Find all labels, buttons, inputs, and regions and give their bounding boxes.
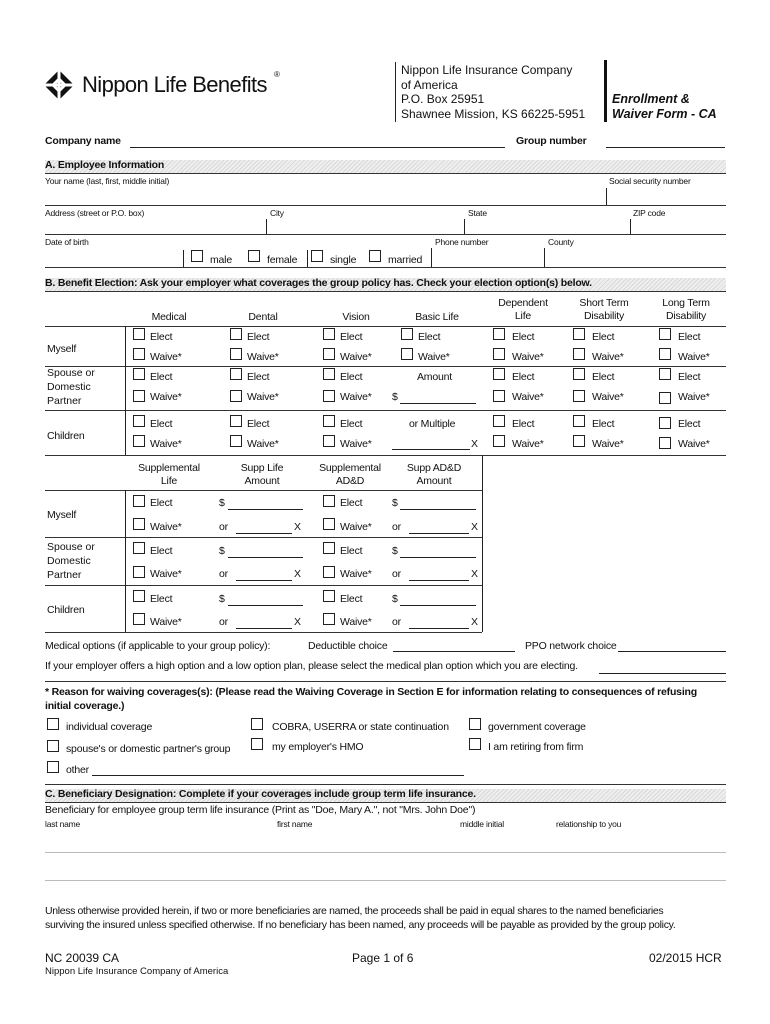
company-address [401, 63, 585, 121]
waive-label: Waive* [150, 616, 182, 628]
basic-life-myself-elect[interactable] [401, 328, 413, 340]
col-supp-add-line: AD&D [335, 475, 365, 487]
elect-label: Elect [150, 371, 173, 383]
phone-divider [431, 248, 432, 267]
table1-col-divider [125, 326, 126, 455]
elect-label: Elect [340, 497, 363, 509]
supp-life-spouse-elect[interactable] [133, 542, 145, 554]
elect-label: Elect [150, 497, 173, 509]
waive-label: Waive* [340, 616, 372, 628]
cobra-label: COBRA, USERRA or state continuation [272, 721, 449, 733]
std-spouse-waive[interactable] [573, 390, 585, 402]
address-line: Shawnee Mission, KS 66225-5951 [401, 106, 586, 121]
elect-label: Elect [512, 418, 535, 430]
name-field[interactable] [45, 205, 726, 206]
col-long-term-disability [645, 297, 727, 323]
supp-life-children-waive[interactable] [133, 613, 145, 625]
elect-label: Elect [150, 593, 173, 605]
col-vision: Vision [342, 311, 370, 323]
nippon-diamond-logo-icon [42, 68, 76, 102]
female-checkbox[interactable] [248, 250, 260, 262]
city-divider [266, 219, 267, 234]
elect-label: Elect [247, 331, 270, 343]
gender-marital-divider [307, 250, 308, 267]
elect-label: Elect [150, 418, 173, 430]
row-spouse-line: Spouse or [47, 541, 95, 553]
basic-life-myself-waive[interactable] [401, 348, 413, 360]
elect-label: Elect [418, 331, 441, 343]
col-medical: Medical [151, 311, 187, 323]
std-children-elect[interactable] [573, 415, 585, 427]
individual-coverage-checkbox[interactable] [47, 718, 59, 730]
waive-label: Waive* [340, 438, 372, 450]
waive-label: Waive* [592, 351, 624, 363]
zip-divider [630, 219, 631, 234]
dollar-sign: $ [392, 497, 398, 509]
col-supp-add-line: Supplemental [319, 462, 381, 474]
dollar-sign: $ [392, 593, 398, 605]
spouse-group-checkbox[interactable] [47, 740, 59, 752]
vision-spouse-elect[interactable] [323, 368, 335, 380]
dental-myself-elect[interactable] [230, 328, 242, 340]
elect-label: Elect [247, 371, 270, 383]
table1-top-rule [45, 326, 726, 327]
col-supp-life-amount-line: Amount [244, 475, 280, 487]
ltd-myself-waive[interactable] [659, 348, 671, 360]
dental-spouse-elect[interactable] [230, 368, 242, 380]
waive-label: Waive* [150, 568, 182, 580]
form-title-line: Enrollment & [612, 92, 690, 106]
table1-bottom-rule [45, 455, 726, 456]
or-label: or [392, 521, 401, 533]
row-myself: Myself [47, 343, 77, 355]
col-ltd-line: Disability [665, 310, 706, 322]
or-label: or [392, 568, 401, 580]
address-label: Address (street or P.O. box) [45, 208, 145, 218]
col-supp-add-amount-line: Supp AD&D [406, 462, 462, 474]
company-name-label: Company name [45, 135, 121, 147]
elect-label: Elect [150, 331, 173, 343]
or-label: or [219, 616, 228, 628]
medical-options-label: Medical options (if applicable to your group policy): [45, 640, 271, 652]
table1-row-rule [45, 366, 726, 367]
brand-name: Nippon Life Benefits [82, 72, 267, 97]
ssn-label: Social security number [609, 176, 691, 186]
female-label: female [267, 254, 298, 266]
col-std-line: Short Term [579, 297, 629, 309]
dollar-sign: $ [219, 497, 225, 509]
medical-children-waive[interactable] [133, 435, 145, 447]
deductible-field[interactable] [393, 651, 515, 652]
beneficiary-line[interactable] [45, 852, 726, 853]
col-dependent-life-line: Life [514, 310, 532, 322]
employer-hmo-label: my employer's HMO [272, 741, 364, 753]
deductible-label: Deductible choice [308, 640, 388, 652]
phone-label: Phone number [435, 237, 489, 247]
waive-label: Waive* [592, 438, 624, 450]
multiple-x: X [471, 616, 478, 628]
vision-spouse-waive[interactable] [323, 390, 335, 402]
waive-label: Waive* [678, 351, 710, 363]
basic-life-amount-field[interactable] [400, 403, 476, 404]
state-divider [464, 219, 465, 234]
col-supp-add-amount-line: Amount [416, 475, 452, 487]
supp-life-spouse-amount[interactable] [228, 557, 303, 558]
col-dependent-life-line: Dependent [498, 297, 548, 309]
dob-divider [183, 250, 184, 267]
other-label: other [66, 764, 89, 776]
row-spouse-line: Partner [47, 569, 82, 581]
waive-label: Waive* [678, 438, 710, 450]
supp-add-myself-elect[interactable] [323, 495, 335, 507]
medical-spouse-elect[interactable] [133, 368, 145, 380]
std-myself-elect[interactable] [573, 328, 585, 340]
other-checkbox[interactable] [47, 761, 59, 773]
county-label: County [548, 237, 574, 247]
supp-add-spouse-elect[interactable] [323, 542, 335, 554]
address-divider [395, 62, 396, 122]
dollar-sign: $ [219, 593, 225, 605]
ppo-field[interactable] [618, 651, 726, 652]
section-a-rule [45, 173, 726, 174]
table2-right-edge [482, 455, 483, 632]
waive-label: Waive* [340, 351, 372, 363]
waiver-title: * Reason for waiving coverages(s): (Please read the Waiving Coverage in Section E for information relating to consequences of refusing [45, 686, 697, 698]
elect-label: Elect [512, 371, 535, 383]
waive-label: Waive* [512, 351, 544, 363]
section-b-bottom-rule [45, 681, 726, 682]
supp-life-myself-waive[interactable] [133, 518, 145, 530]
state-label: State [468, 208, 487, 218]
multiple-x: X [471, 568, 478, 580]
waive-label: Waive* [340, 521, 372, 533]
ltd-spouse-waive[interactable] [659, 392, 671, 404]
dep-life-myself-elect[interactable] [493, 328, 505, 340]
elect-label: Elect [592, 331, 615, 343]
waive-label: Waive* [247, 438, 279, 450]
dep-life-spouse-waive[interactable] [493, 390, 505, 402]
elect-label: Elect [340, 545, 363, 557]
name-label: Your name (last, first, middle initial) [45, 176, 170, 186]
high-low-field[interactable] [599, 673, 726, 674]
high-low-label: If your employer offers a high option and a low option plan, please select the medical plan option which you are electing. [45, 660, 578, 672]
multiple-x: X [294, 616, 301, 628]
table1-row-rule [45, 410, 726, 411]
vision-myself-waive[interactable] [323, 348, 335, 360]
government-coverage-checkbox[interactable] [469, 718, 481, 730]
ltd-children-elect[interactable] [659, 417, 671, 429]
table2-row-rule [45, 585, 482, 586]
elect-label: Elect [150, 545, 173, 557]
std-spouse-elect[interactable] [573, 368, 585, 380]
male-checkbox[interactable] [191, 250, 203, 262]
waive-label: Waive* [340, 568, 372, 580]
col-supp-life-line: Life [160, 475, 178, 487]
table2-bottom-rule [45, 632, 482, 633]
col-dependent-life [484, 297, 562, 323]
std-myself-waive[interactable] [573, 348, 585, 360]
waiver-title-cont: initial coverage.) [45, 700, 125, 712]
dob-label: Date of birth [45, 237, 89, 247]
married-checkbox[interactable] [369, 250, 381, 262]
supp-add-myself-multiple[interactable] [409, 533, 469, 534]
waive-label: Waive* [247, 351, 279, 363]
married-label: married [388, 254, 423, 266]
dollar-sign: $ [219, 545, 225, 557]
elect-label: Elect [340, 418, 363, 430]
dep-life-spouse-elect[interactable] [493, 368, 505, 380]
dollar-sign: $ [392, 545, 398, 557]
vision-children-waive[interactable] [323, 435, 335, 447]
elect-label: Elect [340, 371, 363, 383]
waive-label: Waive* [418, 351, 450, 363]
group-number-field[interactable] [606, 147, 725, 148]
dob-field[interactable] [45, 267, 726, 268]
beneficiary-relationship-label: relationship to you [556, 819, 622, 829]
single-label: single [330, 254, 357, 266]
ltd-myself-elect[interactable] [659, 328, 671, 340]
dep-life-children-elect[interactable] [493, 415, 505, 427]
address-line: of America [401, 77, 458, 92]
ltd-spouse-elect[interactable] [659, 368, 671, 380]
medical-myself-elect[interactable] [133, 328, 145, 340]
row-spouse-line: Domestic [47, 381, 91, 393]
medical-myself-waive[interactable] [133, 348, 145, 360]
other-field[interactable] [92, 775, 464, 776]
row-spouse [47, 540, 95, 582]
county-divider [544, 248, 545, 267]
col-ltd-line: Long Term [662, 297, 710, 309]
waive-label: Waive* [150, 521, 182, 533]
supp-add-children-waive[interactable] [323, 613, 335, 625]
waive-label: Waive* [592, 391, 624, 403]
multiple-x: X [471, 521, 478, 533]
waive-label: Waive* [150, 391, 182, 403]
footer-form-number: NC 20039 CA [45, 951, 120, 965]
supp-add-myself-waive[interactable] [323, 518, 335, 530]
closing-text-line2: surviving the insured unless specified otherwise. If no beneficiary has been named, any proceeds will be payable as provided by the group policy. [45, 919, 676, 931]
supp-life-children-elect[interactable] [133, 590, 145, 602]
dental-children-waive[interactable] [230, 435, 242, 447]
multiple-x: X [471, 438, 478, 450]
dep-life-myself-waive[interactable] [493, 348, 505, 360]
vision-children-elect[interactable] [323, 415, 335, 427]
section-a-title: A. Employee Information [45, 159, 165, 171]
col-supp-life-line: Supplemental [138, 462, 200, 474]
beneficiary-instructions: Beneficiary for employee group term life insurance (Print as "Doe, Mary A.", not "Mrs. John Doe") [45, 804, 476, 816]
waive-label: Waive* [340, 391, 372, 403]
title-divider [604, 60, 607, 122]
basic-life-multiple-field[interactable] [392, 449, 470, 450]
section-c-title: C. Beneficiary Designation: Complete if your coverages include group term life insurance. [45, 788, 476, 800]
row-spouse-line: Spouse or [47, 367, 95, 379]
std-children-waive[interactable] [573, 435, 585, 447]
supp-life-spouse-waive[interactable] [133, 566, 145, 578]
row-children: Children [47, 430, 85, 442]
waive-label: Waive* [247, 391, 279, 403]
col-supp-life [128, 462, 210, 488]
elect-label: Elect [512, 331, 535, 343]
footer-company: Nippon Life Insurance Company of America [45, 966, 229, 977]
col-supp-life-amount [220, 462, 304, 488]
supp-life-spouse-multiple[interactable] [236, 580, 292, 581]
section-c-rule [45, 802, 726, 803]
supp-add-myself-amount[interactable] [400, 509, 476, 510]
form-title-line: Waiver Form - CA [612, 106, 717, 121]
elect-label: Elect [592, 371, 615, 383]
footer-page-number: Page 1 of 6 [352, 951, 414, 965]
supp-add-children-multiple[interactable] [409, 628, 469, 629]
address-field[interactable] [45, 234, 726, 235]
or-label: or [219, 568, 228, 580]
table2-col-divider [125, 490, 126, 632]
table2-row-rule [45, 537, 482, 538]
dep-life-children-waive[interactable] [493, 435, 505, 447]
beneficiary-middle-initial-label: middle initial [460, 819, 504, 829]
dollar-sign: $ [392, 391, 398, 403]
section-b-rule [45, 291, 726, 292]
brand-registered-mark: ® [274, 70, 280, 79]
waiver-bottom-rule [45, 784, 726, 785]
or-label: or [392, 616, 401, 628]
male-label: male [210, 254, 232, 266]
waive-label: Waive* [150, 438, 182, 450]
waive-label: Waive* [512, 438, 544, 450]
supp-add-spouse-waive[interactable] [323, 566, 335, 578]
retiring-checkbox[interactable] [469, 738, 481, 750]
supp-life-myself-amount[interactable] [228, 509, 303, 510]
elect-label: Elect [247, 418, 270, 430]
supp-life-myself-multiple[interactable] [236, 533, 292, 534]
medical-spouse-waive[interactable] [133, 390, 145, 402]
basic-life-amount-label: Amount [417, 371, 452, 383]
elect-label: Elect [592, 418, 615, 430]
retiring-label: I am retiring from firm [488, 741, 584, 753]
dental-myself-waive[interactable] [230, 348, 242, 360]
elect-label: Elect [340, 593, 363, 605]
employer-hmo-checkbox[interactable] [251, 738, 263, 750]
row-spouse [47, 366, 95, 408]
supp-life-myself-elect[interactable] [133, 495, 145, 507]
waive-label: Waive* [150, 351, 182, 363]
group-number-label: Group number [516, 135, 587, 147]
waive-label: Waive* [512, 391, 544, 403]
logo [42, 68, 292, 102]
or-multiple-label: or Multiple [409, 418, 456, 430]
company-name-field[interactable] [130, 147, 505, 148]
row-spouse-line: Partner [47, 395, 82, 407]
section-b-title: B. Benefit Election: Ask your employer what coverages the group policy has. Check your election option(s) below. [45, 277, 592, 289]
or-label: or [219, 521, 228, 533]
col-supp-add-amount [392, 462, 476, 488]
waive-label: Waive* [678, 391, 710, 403]
dental-spouse-waive[interactable] [230, 390, 242, 402]
government-coverage-label: government coverage [488, 721, 586, 733]
elect-label: Elect [678, 371, 701, 383]
row-children: Children [47, 604, 85, 616]
col-short-term-disability [563, 297, 645, 323]
single-checkbox[interactable] [311, 250, 323, 262]
address-line: P.O. Box 25951 [401, 92, 485, 106]
row-myself: Myself [47, 509, 77, 521]
supp-add-spouse-amount[interactable] [400, 557, 476, 558]
city-label: City [270, 208, 284, 218]
zip-label: ZIP code [633, 208, 666, 218]
beneficiary-first-name-label: first name [277, 819, 313, 829]
col-dental: Dental [248, 311, 278, 323]
individual-coverage-label: individual coverage [66, 721, 153, 733]
form-title [612, 92, 717, 121]
address-line: Nippon Life Insurance Company [401, 63, 573, 77]
multiple-x: X [294, 521, 301, 533]
col-std-line: Disability [583, 310, 624, 322]
ssn-divider [606, 188, 607, 206]
elect-label: Elect [340, 331, 363, 343]
medical-children-elect[interactable] [133, 415, 145, 427]
row-spouse-line: Domestic [47, 555, 91, 567]
cobra-checkbox[interactable] [251, 718, 263, 730]
elect-label: Elect [678, 418, 701, 430]
col-supp-life-amount-line: Supp Life [240, 462, 284, 474]
supp-life-children-multiple[interactable] [236, 628, 292, 629]
table2-top-rule [45, 490, 482, 491]
supp-add-spouse-multiple[interactable] [409, 580, 469, 581]
ppo-label: PPO network choice [525, 640, 617, 652]
vision-myself-elect[interactable] [323, 328, 335, 340]
col-basic-life: Basic Life [415, 311, 459, 323]
beneficiary-last-name-label: last name [45, 819, 81, 829]
spouse-group-label: spouse's or domestic partner's group [66, 743, 231, 755]
multiple-x: X [294, 568, 301, 580]
beneficiary-line[interactable] [45, 880, 726, 881]
supp-life-children-amount[interactable] [228, 605, 303, 606]
supp-add-children-amount[interactable] [400, 605, 476, 606]
supp-add-children-elect[interactable] [323, 590, 335, 602]
col-supp-add [309, 462, 391, 488]
elect-label: Elect [678, 331, 701, 343]
footer-date: 02/2015 HCR [649, 951, 722, 965]
dental-children-elect[interactable] [230, 415, 242, 427]
ltd-children-waive[interactable] [659, 437, 671, 449]
closing-text-line1: Unless otherwise provided herein, if two or more beneficiaries are named, the proceeds shall be paid in equal shares to the named beneficiaries [45, 905, 664, 917]
